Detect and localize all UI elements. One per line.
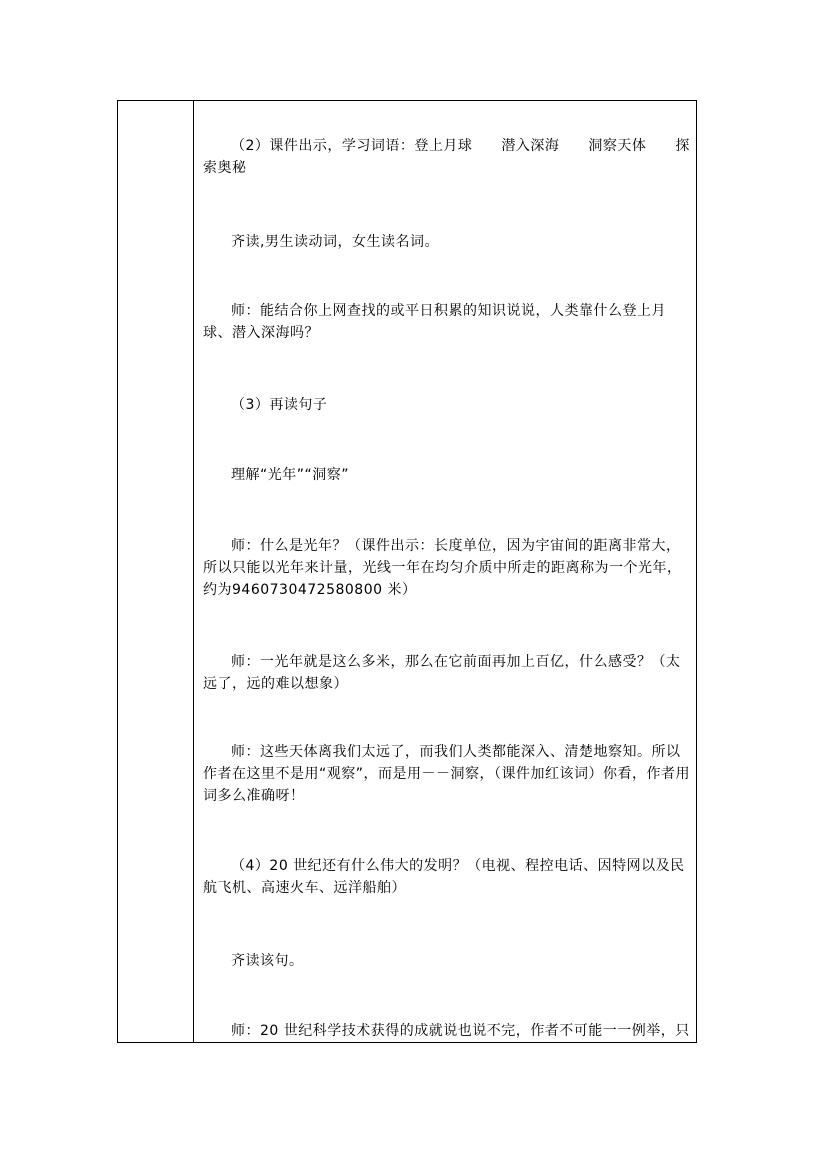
- paragraph-inventions: （4）20 世纪还有什么伟大的发明？（电视、程控电话、因特网以及民航飞机、高速火车、远洋船舶）: [203, 858, 685, 896]
- paragraph-teacher-question: 师：能结合你上网查找的或平日积累的知识说说，人类靠什么登上月球、潜入深海吗？: [203, 303, 666, 341]
- paragraph-reread: （3）再读句子: [231, 397, 328, 413]
- left-column-cell: [118, 101, 194, 1042]
- paragraph-feeling: 师：一光年就是这么多米，那么在它前面再加上百亿，什么感受？（太远了，远的难以想象）: [203, 654, 681, 692]
- paragraph-achievements: 师：20 世纪科学技术获得的成就说也说不完，作者不可能一一例举，只: [231, 1023, 690, 1039]
- paragraph-light-year: 师：什么是光年？（课件出示：长度单位，因为宇宙间的距离非常大，所以只能以光年来计量，光线一年在均匀介质中所走的距离称为一个光年，约为9460730472580800 米）: [203, 538, 682, 598]
- content-column-cell: [194, 101, 697, 1042]
- paragraph-read-sentence: 齐读该句。: [231, 953, 304, 969]
- lesson-table: [117, 100, 697, 1043]
- paragraph-read-together: 齐读,男生读动词，女生读名词。: [231, 234, 439, 250]
- paragraph-insight: 师：这些天体离我们太远了，而我们人类都能深入、清楚地察知。所以作者在这里不是用“观察”，而是用－－洞察，（课件加红该词）你看，作者用词多么准确呀！: [203, 744, 691, 804]
- paragraph-vocabulary: （2）课件出示，学习词语：登上月球 潜入深海 洞察天体 探索奥秘: [203, 138, 690, 176]
- paragraph-understand-terms: 理解“光年”“洞察”: [231, 467, 350, 483]
